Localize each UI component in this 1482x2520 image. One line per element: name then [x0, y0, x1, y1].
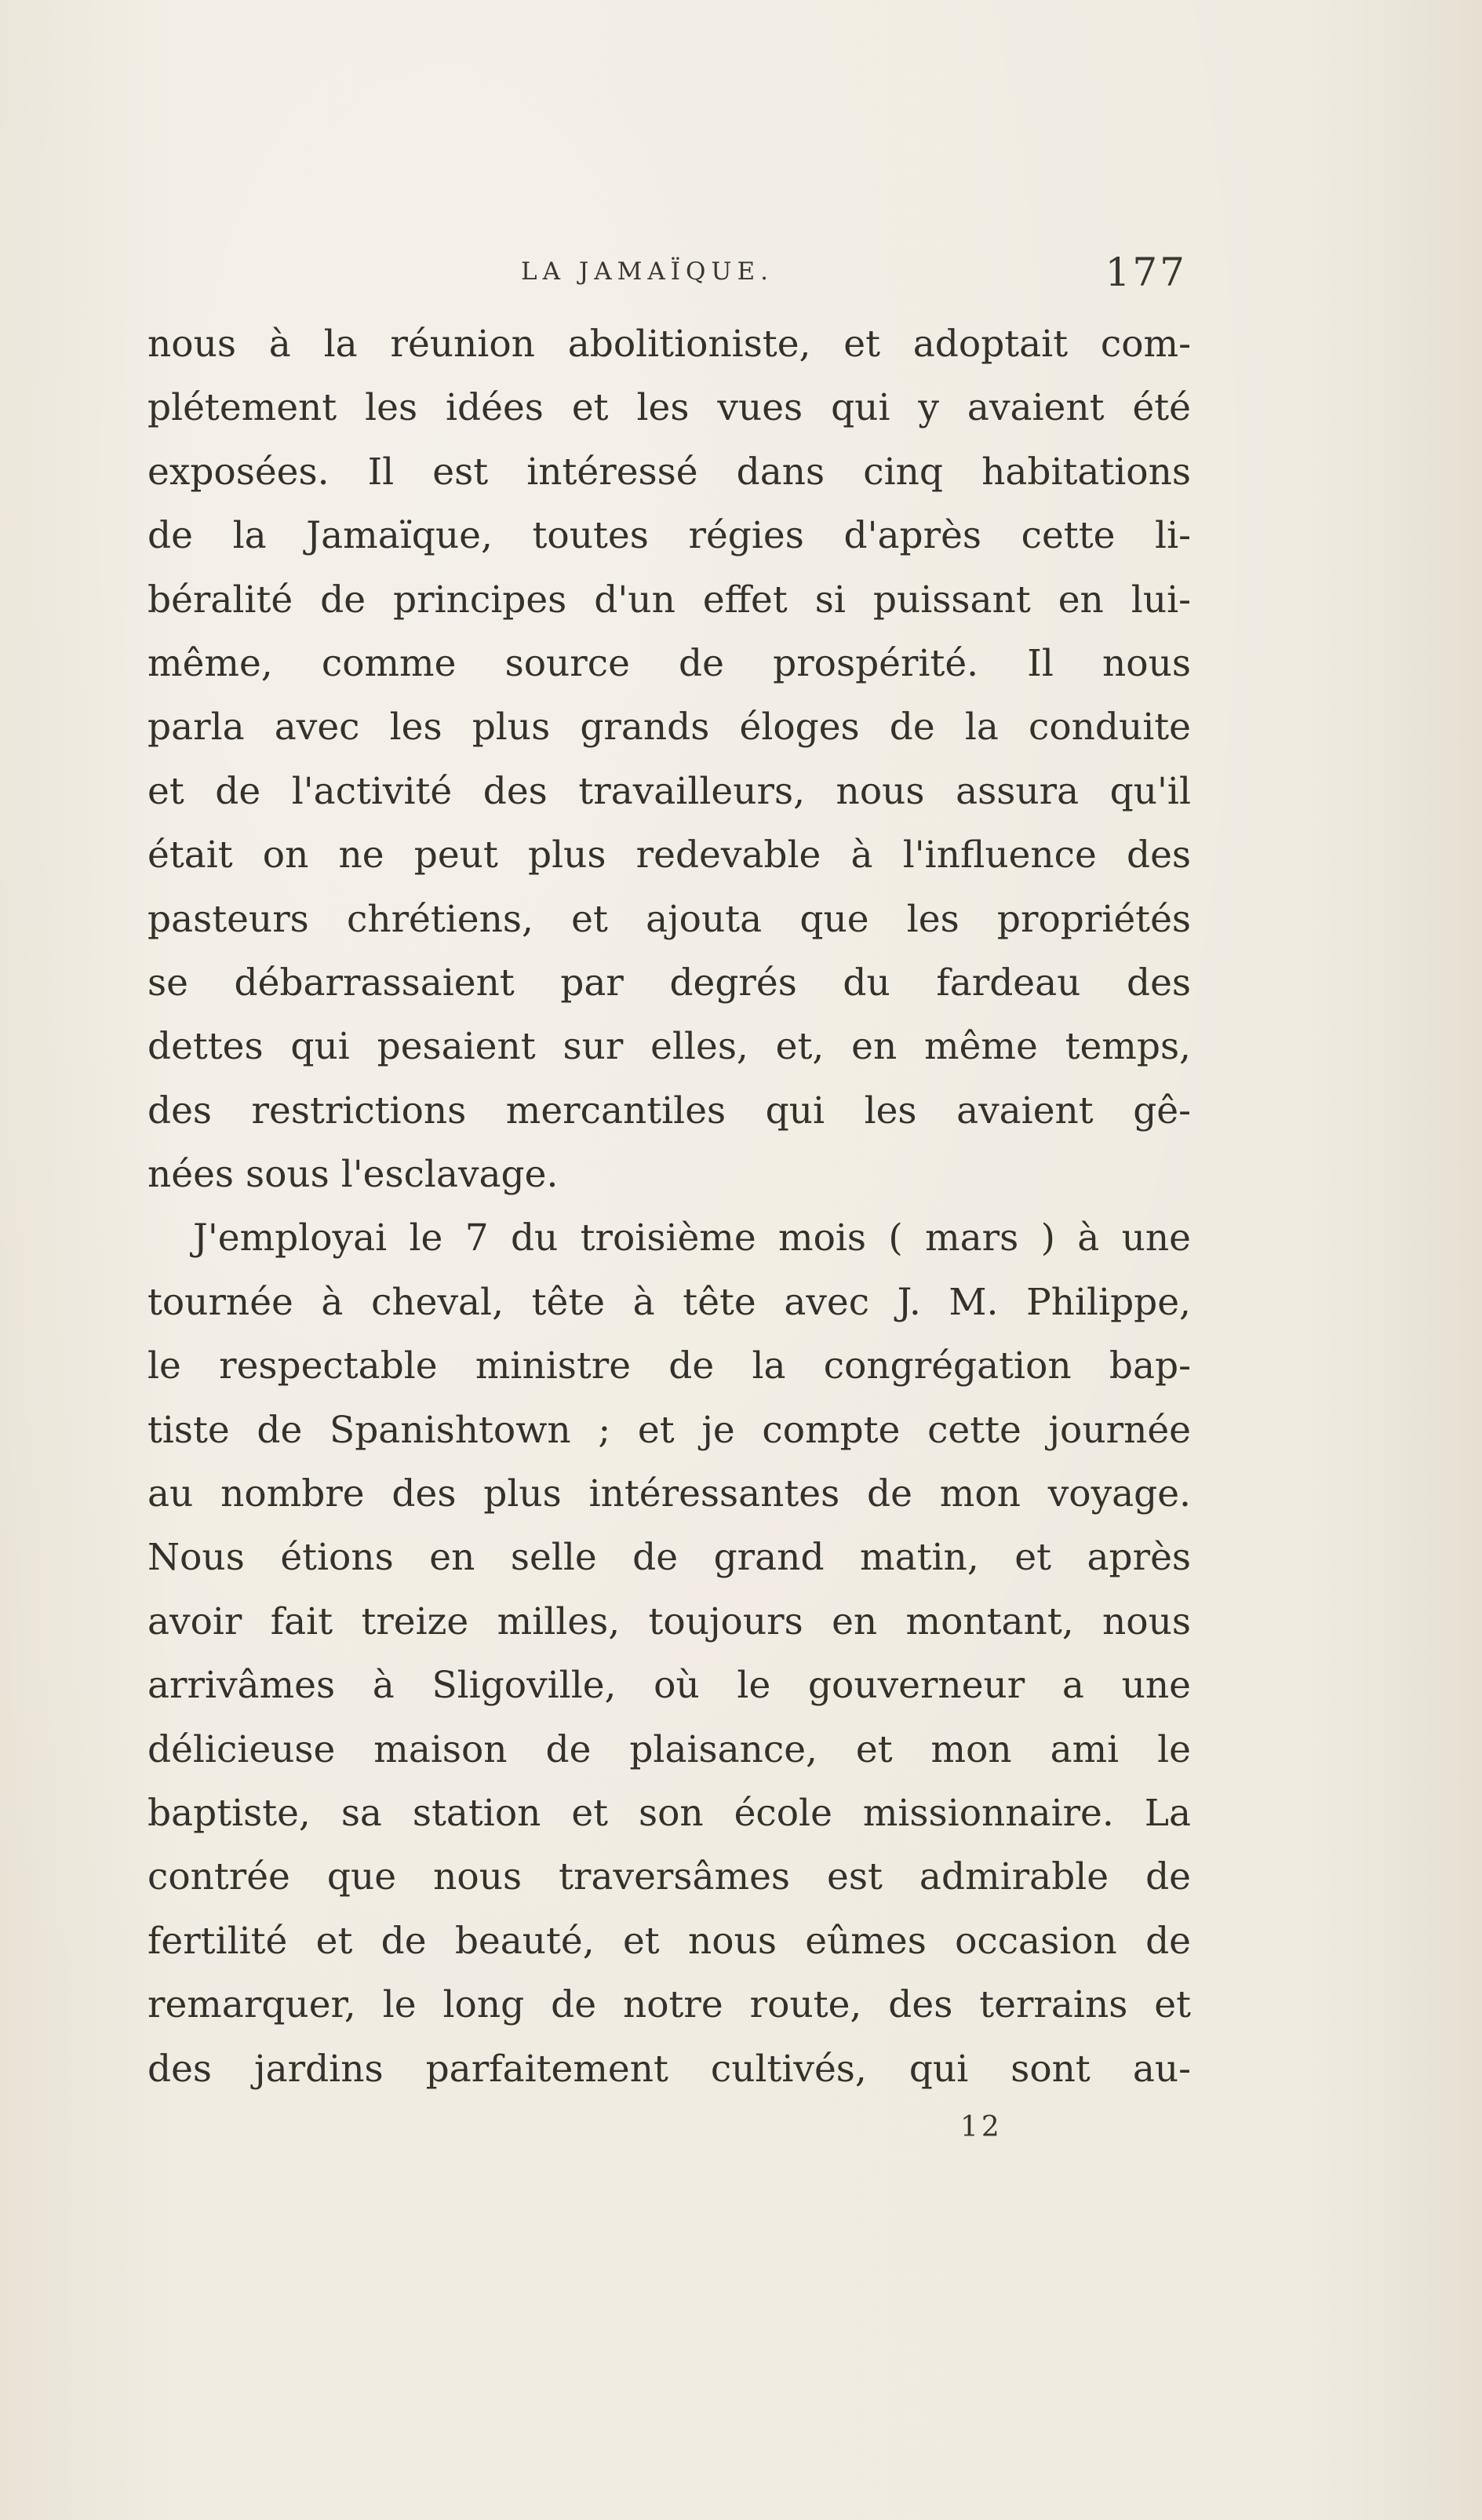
text-line: contrée que nous traversâmes est admirable de — [147, 1855, 1191, 1899]
text-line: béralité de principes d'un effet si puissant en lui- — [147, 578, 1191, 622]
text-line: avoir fait treize milles, toujours en montant, nous — [147, 1599, 1191, 1643]
text-line: au nombre des plus intéressantes de mon voyage. — [147, 1472, 1191, 1516]
signature-mark: 12 — [960, 2111, 1003, 2143]
running-head — [147, 250, 1187, 297]
text-line: remarquer, le long de notre route, des terrains et — [147, 1983, 1191, 2027]
text-line: se débarrassaient par degrés du fardeau des — [147, 961, 1191, 1005]
text-line: le respectable ministre de la congrégation bap- — [147, 1344, 1191, 1388]
text-line: des restrictions mercantiles qui les avaient gê- — [147, 1089, 1191, 1132]
text-line: délicieuse maison de plaisance, et mon ami le — [147, 1727, 1191, 1771]
text-line: nous à la réunion abolitioniste, et adoptait com- — [147, 323, 1191, 366]
text-line: Nous étions en selle de grand matin, et après — [147, 1536, 1191, 1580]
paragraph-start-line: J'employai le 7 du troisième mois ( mars ) à une — [193, 1216, 1191, 1260]
text-line: même, comme source de prospérité. Il nous — [147, 641, 1191, 685]
text-line: pasteurs chrétiens, et ajouta que les propriétés — [147, 897, 1191, 941]
text-line: parla avec les plus grands éloges de la conduite — [147, 706, 1191, 749]
text-line: baptiste, sa station et son école missionnaire. La — [147, 1791, 1191, 1835]
text-line: arrivâmes à Sligoville, où le gouverneur a une — [147, 1664, 1191, 1708]
body-text — [147, 312, 1191, 2101]
text-line: et de l'activité des travailleurs, nous assura qu'il — [147, 769, 1191, 813]
text-line: dettes qui pesaient sur elles, et, en même temps, — [147, 1025, 1191, 1069]
text-line: de la Jamaïque, toutes régies d'après cette li- — [147, 514, 1191, 558]
text-line: tiste de Spanishtown ; et je compte cette journée — [147, 1408, 1191, 1452]
page-number: 177 — [1105, 250, 1187, 295]
running-title: LA JAMAÏQUE. — [521, 257, 774, 286]
text-line: des jardins parfaitement cultivés, qui sont au- — [147, 2047, 1191, 2091]
text-line: était on ne peut plus redevable à l'influence des — [147, 833, 1191, 877]
text-line: tournée à cheval, tête à tête avec J. M. Philippe, — [147, 1280, 1191, 1324]
paragraph-end-line: nées sous l'esclavage. — [147, 1153, 559, 1197]
text-line: exposées. Il est intéressé dans cinq habitations — [147, 450, 1191, 494]
text-line: fertilité et de beauté, et nous eûmes occasion de — [147, 1919, 1191, 1963]
text-line: plétement les idées et les vues qui y avaient été — [147, 386, 1191, 430]
